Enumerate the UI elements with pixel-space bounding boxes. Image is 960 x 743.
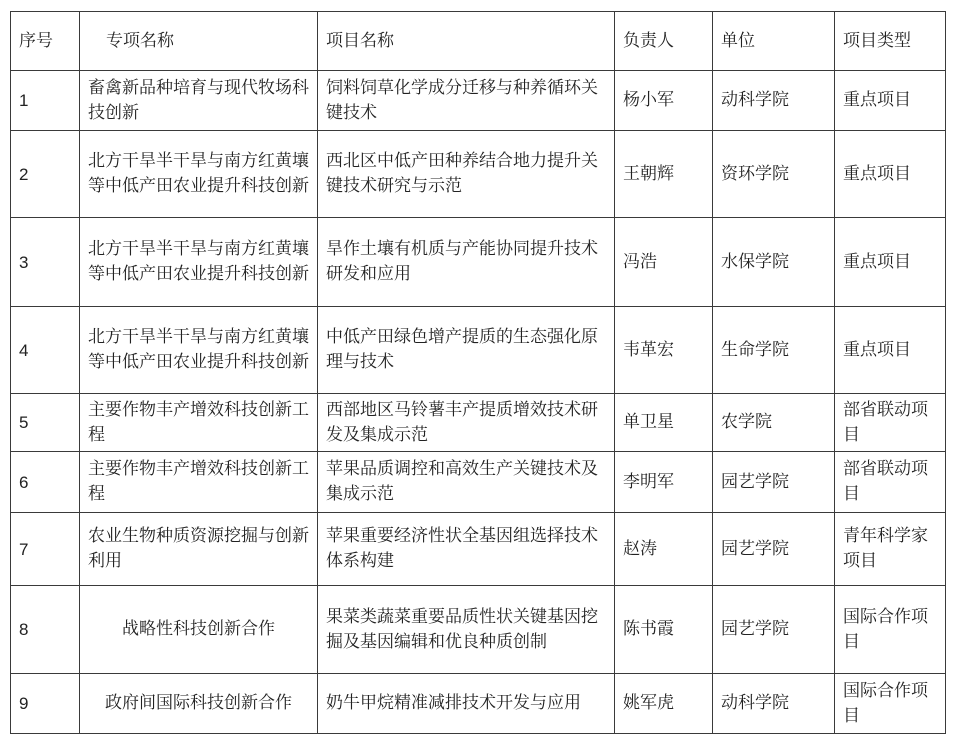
table-row — [11, 452, 946, 513]
table-row — [11, 71, 946, 131]
project-name-cell: 奶牛甲烷精准减排技术开发与应用 — [318, 674, 615, 734]
project-name-cell: 果菜类蔬菜重要品质性状关键基因挖掘及基因编辑和优良种质创制 — [318, 586, 615, 674]
table-row — [11, 513, 946, 586]
header-cell-unit: 单位 — [713, 12, 835, 71]
project-type-cell: 青年科学家项目 — [835, 513, 946, 586]
row-number-cell: 9 — [11, 674, 80, 734]
header-row — [11, 12, 946, 71]
project-type-cell: 重点项目 — [835, 71, 946, 131]
table-row — [11, 307, 946, 394]
row-number-cell: 1 — [11, 71, 80, 131]
project-type-cell: 重点项目 — [835, 131, 946, 218]
header-cell-project: 项目名称 — [318, 12, 615, 71]
project-type-cell: 部省联动项目 — [835, 394, 946, 452]
project-type-cell: 国际合作项目 — [835, 674, 946, 734]
project-name-cell: 苹果重要经济性状全基因组选择技术体系构建 — [318, 513, 615, 586]
table-row — [11, 131, 946, 218]
table-row — [11, 218, 946, 307]
unit-cell: 动科学院 — [713, 71, 835, 131]
leader-cell: 杨小军 — [615, 71, 713, 131]
unit-cell: 园艺学院 — [713, 452, 835, 513]
header-cell-type: 项目类型 — [835, 12, 946, 71]
leader-cell: 冯浩 — [615, 218, 713, 307]
row-number-cell: 4 — [11, 307, 80, 394]
row-number-cell: 5 — [11, 394, 80, 452]
project-name-cell: 旱作土壤有机质与产能协同提升技术研发和应用 — [318, 218, 615, 307]
unit-cell: 园艺学院 — [713, 586, 835, 674]
unit-cell: 水保学院 — [713, 218, 835, 307]
project-type-cell: 重点项目 — [835, 218, 946, 307]
row-number-cell: 8 — [11, 586, 80, 674]
special-name-cell: 北方干旱半干旱与南方红黄壤等中低产田农业提升科技创新 — [80, 307, 318, 394]
leader-cell: 王朝辉 — [615, 131, 713, 218]
project-name-cell: 西部地区马铃薯丰产提质增效技术研发及集成示范 — [318, 394, 615, 452]
special-name-cell: 主要作物丰产增效科技创新工程 — [80, 452, 318, 513]
special-name-cell: 农业生物种质资源挖掘与创新利用 — [80, 513, 318, 586]
project-type-cell: 国际合作项目 — [835, 586, 946, 674]
project-type-cell: 部省联动项目 — [835, 452, 946, 513]
unit-cell: 农学院 — [713, 394, 835, 452]
unit-cell: 生命学院 — [713, 307, 835, 394]
leader-cell: 单卫星 — [615, 394, 713, 452]
project-table — [10, 11, 946, 734]
header-cell-special: 专项名称 — [80, 12, 318, 71]
row-number-cell: 2 — [11, 131, 80, 218]
row-number-cell: 3 — [11, 218, 80, 307]
leader-cell: 韦革宏 — [615, 307, 713, 394]
table-row — [11, 674, 946, 734]
table-row — [11, 586, 946, 674]
unit-cell: 园艺学院 — [713, 513, 835, 586]
header-cell-leader: 负责人 — [615, 12, 713, 71]
unit-cell: 资环学院 — [713, 131, 835, 218]
special-name-cell: 北方干旱半干旱与南方红黄壤等中低产田农业提升科技创新 — [80, 131, 318, 218]
header-cell-no: 序号 — [11, 12, 80, 71]
leader-cell: 赵涛 — [615, 513, 713, 586]
project-name-cell: 苹果品质调控和高效生产关键技术及集成示范 — [318, 452, 615, 513]
project-name-cell: 饲料饲草化学成分迁移与种养循环关键技术 — [318, 71, 615, 131]
special-name-cell: 政府间国际科技创新合作 — [80, 674, 318, 734]
leader-cell: 陈书霞 — [615, 586, 713, 674]
table-row — [11, 394, 946, 452]
special-name-cell: 畜禽新品种培育与现代牧场科技创新 — [80, 71, 318, 131]
unit-cell: 动科学院 — [713, 674, 835, 734]
special-name-cell: 主要作物丰产增效科技创新工程 — [80, 394, 318, 452]
project-name-cell: 中低产田绿色增产提质的生态强化原理与技术 — [318, 307, 615, 394]
special-name-cell: 战略性科技创新合作 — [80, 586, 318, 674]
row-number-cell: 7 — [11, 513, 80, 586]
leader-cell: 李明军 — [615, 452, 713, 513]
leader-cell: 姚军虎 — [615, 674, 713, 734]
special-name-cell: 北方干旱半干旱与南方红黄壤等中低产田农业提升科技创新 — [80, 218, 318, 307]
row-number-cell: 6 — [11, 452, 80, 513]
project-name-cell: 西北区中低产田种养结合地力提升关键技术研究与示范 — [318, 131, 615, 218]
project-type-cell: 重点项目 — [835, 307, 946, 394]
